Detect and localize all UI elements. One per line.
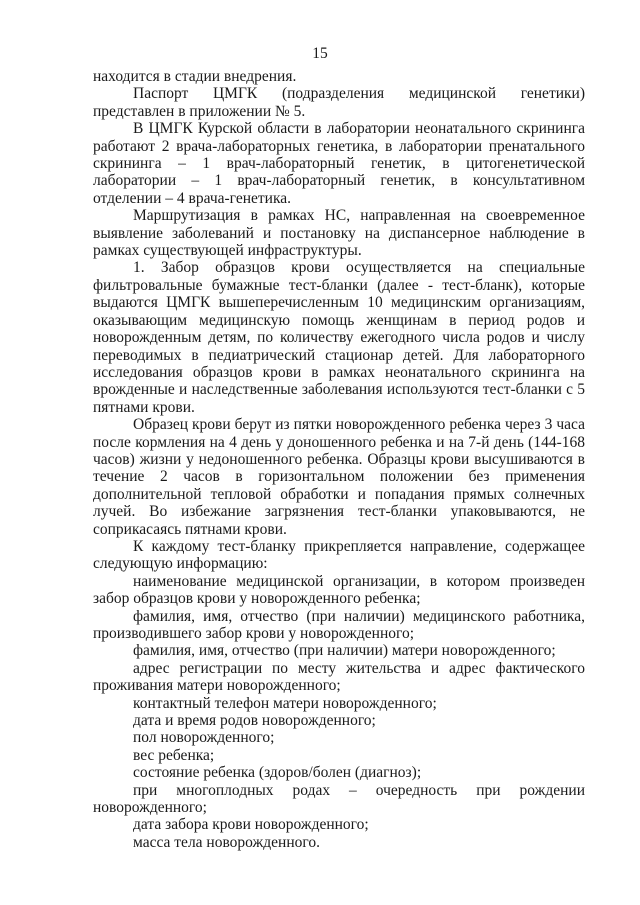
paragraph: К каждому тест-бланку прикрепляется направление, содержащее следующую информацию: bbox=[93, 537, 585, 573]
paragraph: дата и время родов новорожденного; bbox=[133, 712, 376, 730]
paragraph: при многоплодных родах – очередность при рождении новорожденного; bbox=[93, 781, 585, 817]
paragraph: масса тела новорожденного. bbox=[133, 833, 320, 851]
paragraph: находится в стадии внедрения. bbox=[93, 68, 297, 85]
paragraph: адрес регистрации по месту жительства и адрес фактического проживания матери новорожденного; bbox=[93, 659, 585, 695]
document-body bbox=[93, 68, 585, 851]
paragraph: наименование медицинской организации, в котором произведен забор образцов крови у новорожденного ребенка; bbox=[93, 572, 585, 608]
paragraph: Паспорт ЦМГК (подразделения медицинской генетики) представлен в приложении № 5. bbox=[93, 85, 585, 120]
paragraph: вес ребенка; bbox=[133, 746, 215, 764]
paragraph: пол новорожденного; bbox=[133, 729, 275, 747]
paragraph: Образец крови берут из пятки новорожденного ребенка через 3 часа после кормления на 4 день у доношенного ребенка и на 7-й день (144-168 часов) жизни у недоношенного ребенка. Образцы крови высушиваются в течение 2 часов в горизонтальном положении без применения дополнительной тепловой обработки и попадания прямых солнечных лучей. Во избежание загрязнения тест-бланки упаковываются, не соприкасаясь пятнами крови. bbox=[93, 416, 585, 538]
paragraph: В ЦМГК Курской области в лаборатории неонатального скрининга работают 2 врача-лабораторных генетика, в лаборатории пренатального скрининга – 1 врач-лабораторный генетик, в цитогенетической лаборатории – 1 врач-лабораторный генетик, в консультативном отделении – 4 врача-генетика. bbox=[93, 120, 585, 207]
paragraph: состояние ребенка (здоров/болен (диагноз); bbox=[133, 764, 422, 782]
paragraph: 1. Забор образцов крови осуществляется на специальные фильтровальные бумажные тест-бланки (далее - тест-бланк), которые выдаются ЦМГК вышеперечисленным 10 медицинским организациям, оказывающим медицинскую помощь женщинам в период родов и новорожденным детям, по количеству ежегодного числа родов и числу переводимых в педиатрический стационар детей. Для лабораторного исследования образцов крови в рамках неонатального скрининга на врожденные и наследственные заболевания используются тест-бланки с 5 пятнами крови. bbox=[93, 259, 585, 416]
paragraph: контактный телефон матери новорожденного; bbox=[133, 694, 437, 712]
paragraph: дата забора крови новорожденного; bbox=[133, 816, 369, 834]
paragraph: фамилия, имя, отчество (при наличии) матери новорожденного; bbox=[133, 642, 556, 660]
page-number: 15 bbox=[312, 45, 328, 62]
paragraph: фамилия, имя, отчество (при наличии) медицинского работника, производившего забор крови у новорожденного; bbox=[93, 607, 585, 642]
paragraph: Маршрутизация в рамках НС, направленная на своевременное выявление заболеваний и постановку на диспансерное наблюдение в рамках существующей инфраструктуры. bbox=[93, 207, 585, 260]
